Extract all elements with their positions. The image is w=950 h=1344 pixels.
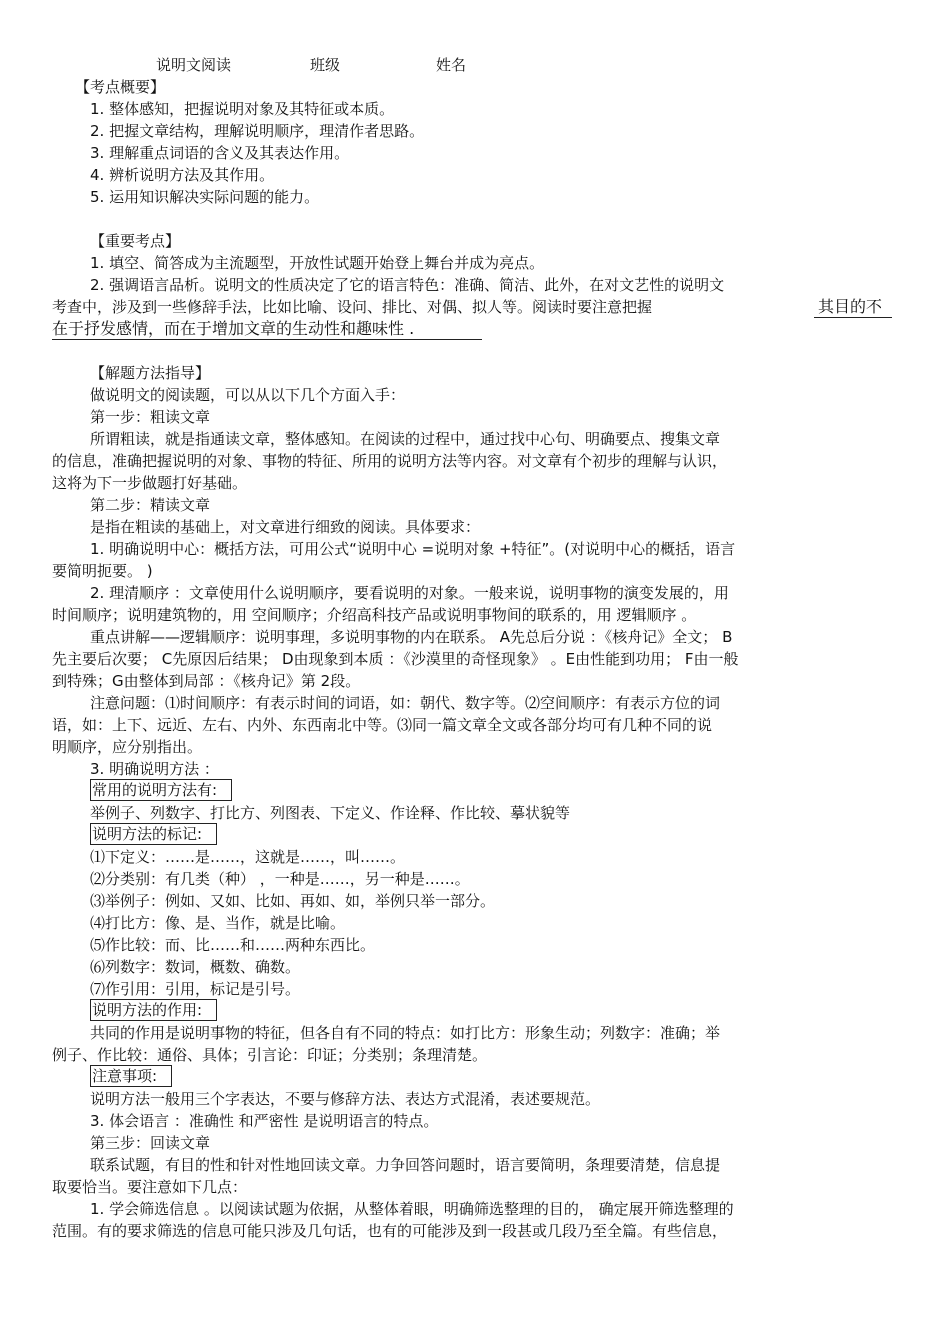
overview-item: 4. 辨析说明方法及其作用。 bbox=[90, 166, 275, 184]
step-3-point-1: 范围。有的要求筛选的信息可能只涉及几句话，也有的可能涉及到一段甚或几段乃至全篇。有些信息， bbox=[52, 1222, 728, 1240]
requirement-2: 2. 理清顺序 ：文章使用什么说明顺序，要看说明的对象。一般来说，说明事物的演变发展的，用 bbox=[90, 584, 729, 602]
key-point-2-underlined-start: 其目的不 bbox=[818, 297, 883, 316]
step-1-text: 的信息，准确把握说明的对象、事物的特征、所用的说明方法等内容。对文章有个初步的理解与认识， bbox=[52, 452, 728, 470]
step-3-title: 第三步：回读文章 bbox=[90, 1134, 211, 1152]
requirement-2: 时间顺序；说明建筑物的，用 空间顺序；介绍高科技产品或说明事物间的联系的，用 逻辑顺序 。 bbox=[52, 606, 697, 624]
step-1-text: 所谓粗读，就是指通读文章，整体感知。在阅读的过程中，通过找中心句、明确要点、搜集文章 bbox=[90, 430, 721, 448]
underline-rule bbox=[814, 317, 892, 318]
key-point-2-line-1: 2. 强调语言品析。说明文的性质决定了它的语言特色：准确、简洁、此外，在对文艺性的说明文 bbox=[90, 276, 725, 294]
step-3-text: 取要恰当。要注意如下几点： bbox=[52, 1178, 248, 1196]
step-2-title: 第二步：精读文章 bbox=[90, 496, 211, 514]
name-label: 姓名 bbox=[436, 56, 467, 74]
method-heading: 【解题方法指导】 bbox=[90, 364, 211, 382]
step-3-text: 联系试题，有目的性和针对性地回读文章。力争回答问题时，语言要简明，条理要清楚，信息提 bbox=[90, 1156, 721, 1174]
class-label: 班级 bbox=[310, 56, 341, 74]
overview-item: 5. 运用知识解决实际问题的能力。 bbox=[90, 188, 320, 206]
common-methods-box: 常用的说明方法有: bbox=[90, 779, 232, 801]
language-point: 3. 体会语言 ：准确性 和严密性 是说明语言的特点。 bbox=[90, 1112, 439, 1130]
method-effect-box: 说明方法的作用: bbox=[90, 999, 217, 1021]
overview-heading: 【考点概要】 bbox=[75, 78, 166, 96]
method-mark-item: ⑹列数字：数词，概数、确数。 bbox=[90, 958, 301, 976]
caution-text: 说明方法一般用三个字表达，不要与修辞方法、表达方式混淆，表述要规范。 bbox=[90, 1090, 601, 1108]
overview-item: 3. 理解重点词语的含义及其表达作用。 bbox=[90, 144, 350, 162]
method-mark-item: ⑺作引用：引用，标记是引号。 bbox=[90, 980, 301, 998]
key-point-2-line-2: 考查中，涉及到一些修辞手法，比如比喻、设问、排比、对偶、拟人等。阅读时要注意把握 bbox=[52, 298, 653, 316]
requirement-1: 要简明扼要。 ) bbox=[52, 562, 153, 580]
attention-note: 明顺序，应分别指出。 bbox=[52, 738, 203, 756]
overview-item: 2. 把握文章结构，理解说明顺序，理清作者思路。 bbox=[90, 122, 425, 140]
method-intro: 做说明文的阅读题，可以从以下几个方面入手： bbox=[90, 386, 406, 404]
step-1-title: 第一步：粗读文章 bbox=[90, 408, 211, 426]
method-marks-box: 说明方法的标记: bbox=[90, 823, 217, 845]
step-2-intro: 是指在粗读的基础上，对文章进行细致的阅读。具体要求： bbox=[90, 518, 481, 536]
method-mark-item: ⑴下定义：……是……，这就是……，叫……。 bbox=[90, 848, 406, 866]
caution-box: 注意事项: bbox=[90, 1065, 172, 1087]
underline-rule bbox=[52, 339, 482, 340]
method-mark-item: ⑶举例子：例如、又如、比如、再如、如，举例只举一部分。 bbox=[90, 892, 496, 910]
requirement-1: 1. 明确说明中心：概括方法，可用公式“说明中心 =说明对象 +特征”。(对说明中心的概括，语言 bbox=[90, 540, 736, 558]
document-title: 说明文阅读 bbox=[156, 56, 232, 74]
common-methods-list: 举例子、列数字、打比方、列图表、下定义、作诠释、作比较、摹状貌等 bbox=[90, 804, 571, 822]
step-1-text: 这将为下一步做题打好基础。 bbox=[52, 474, 248, 492]
overview-item: 1. 整体感知，把握说明对象及其特征或本质。 bbox=[90, 100, 395, 118]
key-point-1: 1. 填空、简答成为主流题型，开放性试题开始登上舞台并成为亮点。 bbox=[90, 254, 545, 272]
logic-order-explanation: 重点讲解——逻辑顺序：说明事理，多说明事物的内在联系。 A先总后分说 ：《核舟记》全文； B bbox=[90, 628, 733, 646]
key-points-heading: 【重要考点】 bbox=[90, 232, 181, 250]
logic-order-explanation: 先主要后次要； C先原因后结果； D由现象到本质 ：《沙漠里的奇怪现象》 。E由性能到功用； F由一般 bbox=[52, 650, 739, 668]
method-effect-text: 共同的作用是说明事物的特征，但各自有不同的特点：如打比方：形象生动；列数字：准确；举 bbox=[90, 1024, 721, 1042]
step-3-point-1: 1. 学会筛选信息 。以阅读试题为依据，从整体着眼，明确筛选整理的目的， 确定展开筛选整理的 bbox=[90, 1200, 734, 1218]
method-effect-text: 例子、作比较：通俗、具体；引言论：印证；分类别；条理清楚。 bbox=[52, 1046, 488, 1064]
attention-note: 注意问题：⑴时间顺序：有表示时间的词语，如：朝代、数字等。⑵空间顺序：有表示方位的词 bbox=[90, 694, 721, 712]
attention-note: 语，如：上下、远近、左右、内外、东西南北中等。⑶同一篇文章全文或各部分均可有几种不同的说 bbox=[52, 716, 713, 734]
method-mark-item: ⑸作比较：而、比……和……两种东西比。 bbox=[90, 936, 376, 954]
method-mark-item: ⑵分类别：有几类（种） ，一种是……，另一种是……。 bbox=[90, 870, 470, 888]
method-mark-item: ⑷打比方：像、是、当作，就是比喻。 bbox=[90, 914, 346, 932]
logic-order-explanation: 到特殊；G由整体到局部 ：《核舟记》第 2段。 bbox=[52, 672, 361, 690]
key-point-2-underlined-end: 在于抒发感情，而在于增加文章的生动性和趣味性 . bbox=[52, 319, 415, 338]
requirement-3: 3. 明确说明方法 ： bbox=[90, 760, 219, 778]
